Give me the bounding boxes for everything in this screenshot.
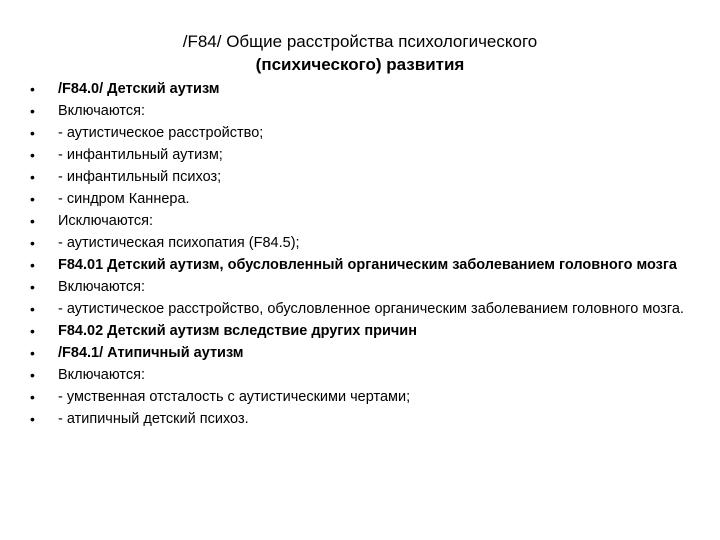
title-line-2: (психического) развития (255, 55, 465, 74)
list-item (30, 344, 690, 362)
list-item-text: - аутистическая психопатия (F84.5); (58, 235, 300, 251)
list-item-text: Включаются: (58, 103, 145, 119)
list-item (30, 124, 690, 142)
title-line-1: /F84/ Общие расстройства психологического (182, 32, 538, 51)
list-item (30, 410, 690, 428)
list-item-text: - аутистическое расстройство, обусловленное органическим заболеванием головного мозга. (58, 301, 684, 317)
slide-title (100, 30, 620, 76)
bullet-icon: • (30, 81, 35, 97)
list-item-text: - инфантильный психоз; (58, 169, 222, 185)
list-item (30, 146, 690, 164)
list-item-text: Включаются: (58, 367, 145, 383)
list-item (30, 322, 690, 340)
list-item (30, 102, 690, 120)
list-item-text: /F84.1/ Атипичный аутизм (58, 345, 244, 361)
bullet-icon: • (30, 411, 35, 427)
bullet-icon: • (30, 257, 35, 273)
list-item-text: /F84.0/ Детский аутизм (58, 81, 220, 97)
list-item (30, 278, 690, 296)
list-item-text: Включаются: (58, 279, 145, 295)
list-item (30, 388, 690, 406)
list-item-text: - атипичный детский психоз. (58, 411, 249, 427)
bullet-icon: • (30, 191, 35, 207)
list-item-text: - синдром Каннера. (58, 191, 190, 207)
bullet-icon: • (30, 389, 35, 405)
bullet-icon: • (30, 125, 35, 141)
list-item (30, 80, 690, 98)
bullet-icon: • (30, 367, 35, 383)
list-item (30, 234, 690, 252)
list-item (30, 300, 690, 318)
list-item-text: - инфантильный аутизм; (58, 147, 223, 163)
list-item (30, 256, 690, 274)
list-item-text: - аутистическое расстройство; (58, 125, 264, 141)
list-item-text: - умственная отсталость с аутистическими чертами; (58, 389, 411, 405)
bullet-icon: • (30, 213, 35, 229)
list-item (30, 212, 690, 230)
bullet-icon: • (30, 147, 35, 163)
list-item-text: F84.01 Детский аутизм, обусловленный органическим заболеванием головного мозга (58, 257, 677, 273)
list-item-text: F84.02 Детский аутизм вследствие других причин (58, 323, 417, 339)
bullet-icon: • (30, 345, 35, 361)
list-item (30, 366, 690, 384)
bullet-icon: • (30, 103, 35, 119)
bullet-icon: • (30, 235, 35, 251)
bullet-icon: • (30, 169, 35, 185)
list-item (30, 168, 690, 186)
bullet-icon: • (30, 279, 35, 295)
bullet-list (30, 80, 690, 432)
list-item (30, 190, 690, 208)
bullet-icon: • (30, 301, 35, 317)
list-item-text: Исключаются: (58, 213, 153, 229)
bullet-icon: • (30, 323, 35, 339)
